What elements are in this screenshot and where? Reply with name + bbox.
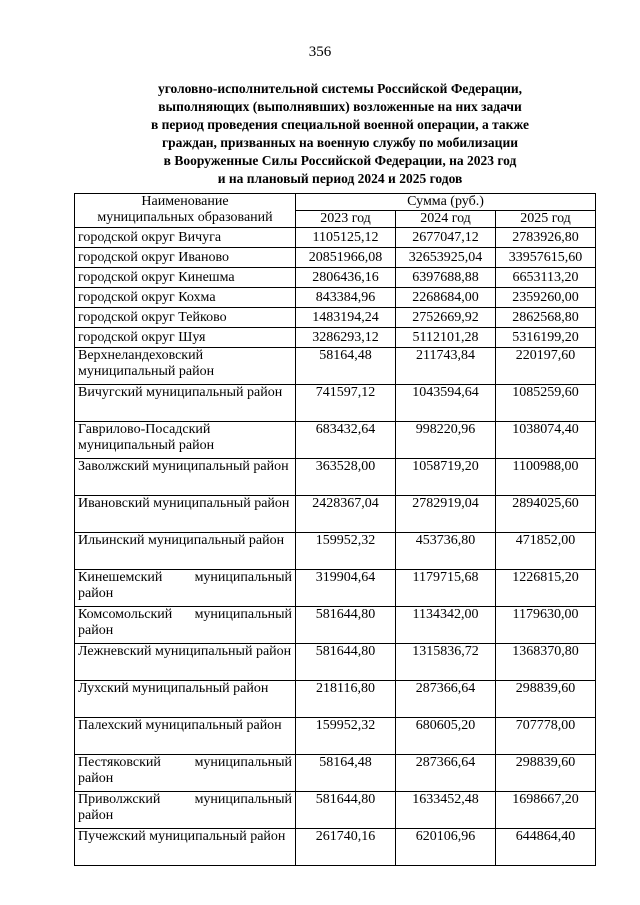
amount-2024-cell: 680605,20 — [396, 718, 496, 755]
title-line: граждан, призванных на военную службу по мобилизации — [161, 135, 519, 150]
amount-2024-cell: 453736,80 — [396, 533, 496, 570]
table-row — [75, 248, 596, 268]
municipality-name-cell: городской округ Иваново — [75, 248, 296, 268]
municipality-name-cell: Заволжский муниципальный район — [75, 459, 296, 496]
municipality-name-cell: Ивановский муниципальный район — [75, 496, 296, 533]
header-year-2025: 2025 год — [496, 211, 596, 228]
amount-2025-cell: 1698667,20 — [496, 792, 596, 829]
amount-2023-cell: 319904,64 — [296, 570, 396, 607]
amount-2025-cell: 298839,60 — [496, 755, 596, 792]
table-row — [75, 268, 596, 288]
amount-2025-cell: 2783926,80 — [496, 228, 596, 248]
amount-2025-cell: 1368370,80 — [496, 644, 596, 681]
amount-2025-cell: 1085259,60 — [496, 385, 596, 422]
amount-2025-cell: 33957615,60 — [496, 248, 596, 268]
header-sum: Сумма (руб.) — [296, 194, 596, 211]
table-row — [75, 328, 596, 348]
title-line: в период проведения специальной военной операции, а также — [150, 117, 530, 132]
amount-2024-cell: 1315836,72 — [396, 644, 496, 681]
table-row — [75, 348, 596, 385]
municipality-name-cell: Приволжский муниципальный район — [75, 792, 296, 829]
municipality-name-cell: Лежневский муниципальный район — [75, 644, 296, 681]
amount-2024-cell: 1179715,68 — [396, 570, 496, 607]
amount-2023-cell: 159952,32 — [296, 533, 396, 570]
amount-2024-cell: 1043594,64 — [396, 385, 496, 422]
municipality-name-cell: Пестяковский муниципальный район — [75, 755, 296, 792]
amount-2023-cell: 3286293,12 — [296, 328, 396, 348]
table-row — [75, 459, 596, 496]
table-header — [75, 194, 596, 228]
table-row — [75, 681, 596, 718]
amount-2023-cell: 218116,80 — [296, 681, 396, 718]
municipality-name-cell: Ильинский муниципальный район — [75, 533, 296, 570]
amount-2025-cell: 220197,60 — [496, 348, 596, 385]
header-municipality-line1: Наименование — [141, 194, 229, 209]
table-row — [75, 755, 596, 792]
amount-2023-cell: 683432,64 — [296, 422, 396, 459]
table-row — [75, 385, 596, 422]
title-line: выполняющих (выполнявших) возложенные на них задачи — [158, 99, 522, 114]
header-municipality-line2: муниципальных образований — [97, 210, 273, 225]
amount-2023-cell: 1105125,12 — [296, 228, 396, 248]
municipality-name-cell: городской округ Тейково — [75, 308, 296, 328]
amount-2024-cell: 6397688,88 — [396, 268, 496, 288]
amount-2023-cell: 741597,12 — [296, 385, 396, 422]
amount-2023-cell: 58164,48 — [296, 348, 396, 385]
amount-2024-cell: 2268684,00 — [396, 288, 496, 308]
amount-2025-cell: 1100988,00 — [496, 459, 596, 496]
amount-2024-cell: 1134342,00 — [396, 607, 496, 644]
table-row — [75, 607, 596, 644]
amount-2023-cell: 581644,80 — [296, 607, 396, 644]
header-year-2024: 2024 год — [396, 211, 496, 228]
header-municipality — [75, 194, 296, 228]
amount-2025-cell: 1038074,40 — [496, 422, 596, 459]
amount-2024-cell: 2752669,92 — [396, 308, 496, 328]
amount-2023-cell: 581644,80 — [296, 644, 396, 681]
table-row — [75, 718, 596, 755]
title-line: и на плановый период 2024 и 2025 годов — [217, 171, 463, 186]
page-number: 356 — [308, 44, 332, 60]
amount-2024-cell: 5112101,28 — [396, 328, 496, 348]
table-body — [75, 228, 596, 866]
table-row — [75, 496, 596, 533]
table-row — [75, 422, 596, 459]
municipality-name-cell: Вичугский муниципальный район — [75, 385, 296, 422]
municipality-name-cell: городской округ Кохма — [75, 288, 296, 308]
municipality-name-cell: городской округ Вичуга — [75, 228, 296, 248]
amount-2025-cell: 1226815,20 — [496, 570, 596, 607]
amount-2024-cell: 287366,64 — [396, 755, 496, 792]
table-row — [75, 533, 596, 570]
amount-2025-cell: 2862568,80 — [496, 308, 596, 328]
table-row — [75, 792, 596, 829]
title-line: уголовно-исполнительной системы Российской Федерации, — [157, 81, 523, 96]
title-line: в Вооруженные Силы Российской Федерации, на 2023 год — [163, 153, 517, 168]
table-row — [75, 644, 596, 681]
municipality-name-cell: Лухский муниципальный район — [75, 681, 296, 718]
table-row — [75, 288, 596, 308]
budget-table — [74, 193, 596, 866]
municipality-name-cell: Кинешемский муниципальный район — [75, 570, 296, 607]
amount-2025-cell: 471852,00 — [496, 533, 596, 570]
municipality-name-cell: городской округ Кинешма — [75, 268, 296, 288]
amount-2024-cell: 2677047,12 — [396, 228, 496, 248]
amount-2024-cell: 1058719,20 — [396, 459, 496, 496]
amount-2024-cell: 998220,96 — [396, 422, 496, 459]
amount-2023-cell: 20851966,08 — [296, 248, 396, 268]
amount-2025-cell: 1179630,00 — [496, 607, 596, 644]
amount-2024-cell: 32653925,04 — [396, 248, 496, 268]
amount-2025-cell: 5316199,20 — [496, 328, 596, 348]
amount-2023-cell: 363528,00 — [296, 459, 396, 496]
amount-2025-cell: 6653113,20 — [496, 268, 596, 288]
municipality-name-cell: Гаврилово-Посадский муниципальный район — [75, 422, 296, 459]
table-row — [75, 570, 596, 607]
amount-2025-cell: 298839,60 — [496, 681, 596, 718]
municipality-name-cell: Пучежский муниципальный район — [75, 829, 296, 866]
table-row — [75, 829, 596, 866]
amount-2023-cell: 261740,16 — [296, 829, 396, 866]
amount-2023-cell: 58164,48 — [296, 755, 396, 792]
amount-2023-cell: 2806436,16 — [296, 268, 396, 288]
amount-2023-cell: 2428367,04 — [296, 496, 396, 533]
amount-2024-cell: 287366,64 — [396, 681, 496, 718]
municipality-name-cell: городской округ Шуя — [75, 328, 296, 348]
amount-2025-cell: 644864,40 — [496, 829, 596, 866]
municipality-name-cell: Палехский муниципальный район — [75, 718, 296, 755]
amount-2023-cell: 581644,80 — [296, 792, 396, 829]
amount-2023-cell: 843384,96 — [296, 288, 396, 308]
table-row — [75, 228, 596, 248]
amount-2025-cell: 707778,00 — [496, 718, 596, 755]
amount-2024-cell: 1633452,48 — [396, 792, 496, 829]
header-year-2023: 2023 год — [296, 211, 396, 228]
amount-2023-cell: 1483194,24 — [296, 308, 396, 328]
table-row — [75, 308, 596, 328]
document-title — [60, 80, 620, 188]
amount-2025-cell: 2894025,60 — [496, 496, 596, 533]
municipality-name-cell: Комсомольский муниципальный район — [75, 607, 296, 644]
amount-2024-cell: 211743,84 — [396, 348, 496, 385]
amount-2025-cell: 2359260,00 — [496, 288, 596, 308]
amount-2024-cell: 2782919,04 — [396, 496, 496, 533]
municipality-name-cell: Верхнеландеховский муниципальный район — [75, 348, 296, 385]
amount-2024-cell: 620106,96 — [396, 829, 496, 866]
amount-2023-cell: 159952,32 — [296, 718, 396, 755]
